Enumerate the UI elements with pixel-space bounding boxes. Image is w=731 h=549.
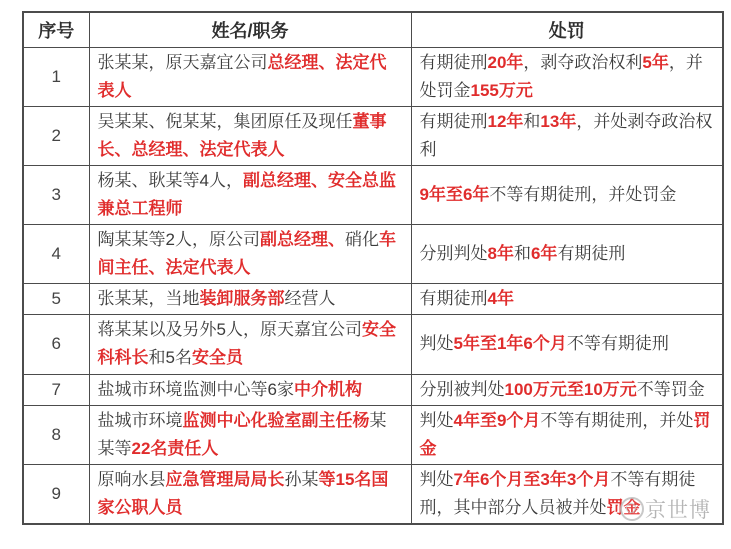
penalty-cell [411, 374, 723, 405]
text-segment: ，并处剥夺政治权利 [419, 112, 713, 160]
name-position-cell [89, 48, 411, 107]
highlighted-text-segment: 12年 [487, 112, 524, 132]
text-segment: 不等有期徒刑，并处罚金 [489, 185, 677, 205]
row-number-cell: 1 [23, 48, 89, 107]
text-segment: 原响水县 [97, 469, 166, 489]
text-segment: 分别被判处 [419, 379, 505, 399]
highlighted-text-segment: 安全员 [191, 348, 243, 368]
table-body [23, 48, 723, 524]
name-position-cell [89, 374, 411, 405]
penalty-cell [411, 225, 723, 284]
name-position-cell [89, 225, 411, 284]
row-number-cell: 8 [23, 405, 89, 464]
text-segment: 某某等 [97, 410, 387, 458]
highlighted-text-segment: 罚金 [419, 410, 711, 458]
highlighted-text-segment: 副总经理、安全总监兼总工程师 [97, 171, 396, 219]
highlighted-text-segment: 应急管理局局长 [165, 469, 285, 489]
text-segment: 张某某，当地 [97, 289, 200, 309]
highlighted-text-segment: 国家公职人员 [97, 469, 389, 517]
table-row [23, 464, 723, 524]
row-number-cell: 6 [23, 315, 89, 374]
text-segment: 不等有期徒刑，并处 [540, 410, 694, 430]
text-segment: 有期徒刑 [419, 112, 488, 132]
highlighted-text-segment: 中介机构 [293, 379, 362, 399]
highlighted-text-segment: 安全科科长 [97, 320, 396, 368]
text-segment: 硝化 [344, 230, 379, 250]
name-position-cell [89, 284, 411, 315]
penalty-cell [411, 315, 723, 374]
highlighted-text-segment: 4年 [487, 289, 514, 309]
name-position-cell [89, 405, 411, 464]
penalty-cell [411, 107, 723, 166]
row-number-cell: 7 [23, 374, 89, 405]
row-number-cell: 9 [23, 464, 89, 524]
highlighted-text-segment: 装卸服务部 [199, 289, 285, 309]
table-row [23, 225, 723, 284]
table-row [23, 405, 723, 464]
text-segment: 蒋某某以及另外5人，原天嘉宜公司 [97, 320, 362, 340]
text-segment: 杨某、耿某等4人， [97, 171, 243, 191]
table-row [23, 48, 723, 107]
highlighted-text-segment: 监测中心化验室副主任杨 [182, 410, 370, 430]
row-number-cell: 2 [23, 107, 89, 166]
text-segment: 吴某某、倪某某，集团原任及现任 [97, 112, 353, 132]
name-position-cell [89, 315, 411, 374]
table-row [23, 107, 723, 166]
watermark-text: 京世博 [645, 499, 711, 522]
highlighted-text-segment: 22名责任人 [131, 438, 219, 458]
highlighted-text-segment: 4年至9个月 [453, 410, 541, 430]
highlighted-text-segment: 罚金 [606, 497, 641, 517]
text-segment: 和 [513, 244, 531, 264]
table-row [23, 166, 723, 225]
text-segment: 不等有期徒刑，其中部分人员被并处 [419, 469, 696, 517]
table-row [23, 315, 723, 374]
text-segment: 张某某，原天嘉宜公司 [97, 53, 268, 72]
row-number-cell: 3 [23, 166, 89, 225]
penalty-cell [411, 405, 723, 464]
text-segment: ，剥夺政治权利 [523, 53, 643, 72]
text-segment: 盐城市环境监测中心等6家 [97, 379, 294, 399]
row-number-cell: 5 [23, 284, 89, 315]
name-position-cell [89, 166, 411, 225]
col-header-number: 序号 [23, 12, 89, 48]
penalty-cell [411, 166, 723, 225]
text-segment: 盐城市环境 [97, 410, 183, 430]
penalty-cell [411, 464, 723, 524]
text-segment: 有期徒刑 [557, 244, 626, 264]
text-segment: 分别判处 [419, 244, 488, 264]
penalty-cell [411, 48, 723, 107]
highlighted-text-segment: 车间主任、法定代表人 [97, 230, 396, 278]
row-number-cell: 4 [23, 225, 89, 284]
text-segment: 陶某某等2人，原公司 [97, 230, 260, 250]
highlighted-text-segment: 董事长、总经理、法定代表人 [97, 112, 387, 160]
table-row [23, 374, 723, 405]
highlighted-text-segment: 100万元至10万元 [504, 379, 637, 399]
text-segment: 孙某 [284, 469, 319, 489]
highlighted-text-segment: 7年6个月至3年3个月 [453, 469, 611, 489]
text-segment: 判处 [419, 469, 454, 489]
text-segment: 经营人 [284, 289, 336, 309]
text-segment: 判处 [419, 334, 454, 354]
text-segment: ，并处罚金 [419, 53, 703, 101]
name-position-cell [89, 464, 411, 524]
highlighted-text-segment: 6年 [530, 244, 558, 264]
highlighted-text-segment: 13年 [540, 112, 577, 132]
highlighted-text-segment: 等15名 [318, 469, 372, 489]
highlighted-text-segment: 8年 [487, 244, 514, 264]
highlighted-text-segment: 9年至6年 [419, 185, 490, 205]
name-position-cell [89, 107, 411, 166]
text-segment: 不等有期徒刑 [566, 334, 669, 354]
penalty-table [22, 11, 724, 525]
text-segment: 不等罚金 [636, 379, 705, 399]
penalty-cell [411, 284, 723, 315]
text-segment: 判处 [419, 410, 454, 430]
highlighted-text-segment: 总经理、法定代表人 [97, 53, 387, 101]
col-header-penalty: 处罚 [411, 12, 723, 48]
text-segment: 有期徒刑 [419, 53, 488, 72]
col-header-name: 姓名/职务 [89, 12, 411, 48]
highlighted-text-segment: 20年 [487, 53, 524, 72]
highlighted-text-segment: 副总经理、 [259, 230, 345, 250]
text-segment: 和5名 [148, 348, 192, 368]
highlighted-text-segment: 5年至1年6个月 [453, 334, 567, 354]
text-segment: 和 [523, 112, 541, 132]
header-row [23, 12, 723, 48]
text-segment: 有期徒刑 [419, 289, 488, 309]
highlighted-text-segment: 155万元 [470, 81, 533, 101]
table-row [23, 284, 723, 315]
highlighted-text-segment: 5年 [642, 53, 669, 72]
